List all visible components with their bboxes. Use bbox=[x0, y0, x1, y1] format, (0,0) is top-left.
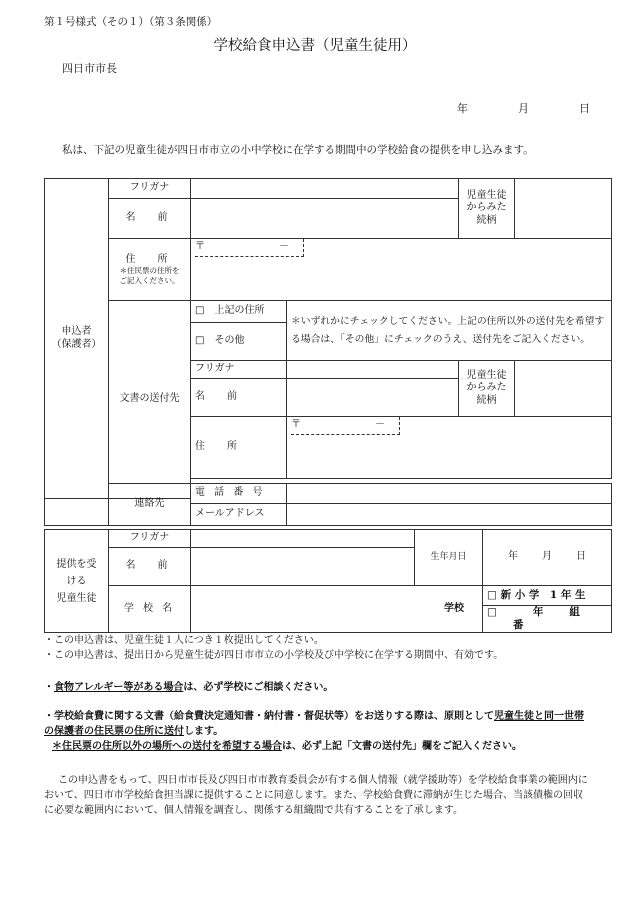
applicant-name-label: 名 前 bbox=[109, 199, 191, 239]
note-allergy: ・食物アレルギー等がある場合は、必ず学校にご相談ください。 bbox=[44, 682, 334, 693]
mailing-furigana-label: フリガナ bbox=[191, 361, 287, 379]
phone-field[interactable] bbox=[287, 484, 612, 504]
mailing-relation-label: 児童生徒 からみた 続柄 bbox=[459, 361, 515, 417]
student-name-field[interactable] bbox=[191, 548, 415, 586]
mailing-name-label: 名 前 bbox=[191, 379, 287, 417]
email-label: メールアドレス bbox=[191, 504, 287, 526]
applicant-relation-label: 児童生徒 からみた 続柄 bbox=[459, 179, 515, 239]
mailing-relation-field[interactable] bbox=[515, 361, 612, 417]
student-table bbox=[44, 529, 612, 633]
school-name-field[interactable]: 学校 bbox=[191, 586, 483, 633]
student-section-label: 提供を受 ける 児童生徒 bbox=[45, 530, 109, 633]
note-other-address: ＊住民票の住所以外の場所への送付を希望する場合は、必ず上記「文書の送付先」欄をご記入ください。 bbox=[52, 741, 522, 752]
applicant-name-field[interactable] bbox=[191, 199, 459, 239]
birthdate-field[interactable]: 年 月 日 bbox=[483, 530, 612, 586]
addressee: 四日市市長 bbox=[62, 62, 117, 75]
new-first-grade-checkbox[interactable]: □ 新 小 学 1 年 生 bbox=[483, 586, 612, 606]
student-furigana-label: フリガナ bbox=[109, 530, 191, 548]
applicant-address-field[interactable] bbox=[191, 239, 612, 301]
form-number: 第１号様式（その１）（第３条関係） bbox=[44, 16, 218, 28]
date-month-label: 月 bbox=[518, 102, 529, 115]
grade-class-number[interactable]: □ 年 組番 bbox=[483, 606, 612, 633]
student-furigana-field[interactable] bbox=[191, 530, 415, 548]
consent-text: この申込書をもって、四日市市長及び四日市市教育委員会が有する個人情報（就学援助等）を学校給食事業の範囲内において、四日市市学校給食担当課に提供することに同意します。また、学校給食費に滞納が生じた場合、当該債権の回収に必要な範囲内において、個人情報を調査し、関係する組織間で共有することを了承します。 bbox=[44, 775, 588, 816]
student-name-label: 名 前 bbox=[109, 548, 191, 586]
applicant-furigana-label: フリガナ bbox=[109, 179, 191, 199]
application-form-table bbox=[44, 178, 612, 499]
note-one-per-student: ・この申込書は、児童生徒１人につき１枚提出してください。 bbox=[44, 635, 324, 646]
date-day-label: 日 bbox=[579, 102, 590, 115]
mailing-postal-code[interactable]: 〒 － bbox=[291, 417, 400, 435]
mailing-address-field[interactable] bbox=[287, 417, 612, 479]
mailing-option-other[interactable]: □ その他 bbox=[191, 323, 287, 361]
note-validity: ・この申込書は、提出日から児童生徒が四日市市立の小学校及び中学校に在学する期間中、有効です。 bbox=[44, 650, 504, 661]
note-documents: ・学校給食費に関する文書（給食費決定通知書・納付書・督促状等）をお送りする際は、原則として児童生徒と同一世帯の保護者の住民票の住所に送付します。 bbox=[44, 711, 584, 737]
intro-text: 私は、下記の児童生徒が四日市市立の小中学校に在学する期間中の学校給食の提供を申し込みます。 bbox=[62, 144, 534, 156]
mailing-section-label: 文書の送付先 bbox=[109, 301, 191, 499]
applicant-furigana-field[interactable] bbox=[191, 179, 459, 199]
mailing-option-above[interactable]: □ 上記の住所 bbox=[191, 301, 287, 323]
phone-label: 電 話 番 号 bbox=[191, 484, 287, 504]
mailing-name-field[interactable] bbox=[287, 379, 459, 417]
applicant-relation-field[interactable] bbox=[515, 179, 612, 239]
contact-table bbox=[44, 483, 612, 526]
email-field[interactable] bbox=[287, 504, 612, 526]
mailing-address-label: 住 所 bbox=[191, 417, 287, 479]
birthdate-label: 生年月日 bbox=[415, 530, 483, 586]
applicant-section-label: 申込者 （保護者） bbox=[45, 179, 109, 499]
mailing-instruction: ＊いずれかにチェックしてください。上記の住所以外の送付先を希望する場合は、「その他」にチェックのうえ、送付先をご記入ください。 bbox=[287, 301, 612, 361]
date-year-label: 年 bbox=[457, 102, 468, 115]
school-name-label: 学 校 名 bbox=[109, 586, 191, 633]
mailing-furigana-field[interactable] bbox=[287, 361, 459, 379]
applicant-postal-code[interactable]: 〒 － bbox=[195, 239, 304, 257]
applicant-address-label: 住 所 ＊住民票の住所を ご記入ください。 bbox=[109, 239, 191, 301]
page-title: 学校給食申込書（児童生徒用） bbox=[213, 38, 417, 54]
contact-section-label: 連絡先 bbox=[109, 484, 191, 526]
